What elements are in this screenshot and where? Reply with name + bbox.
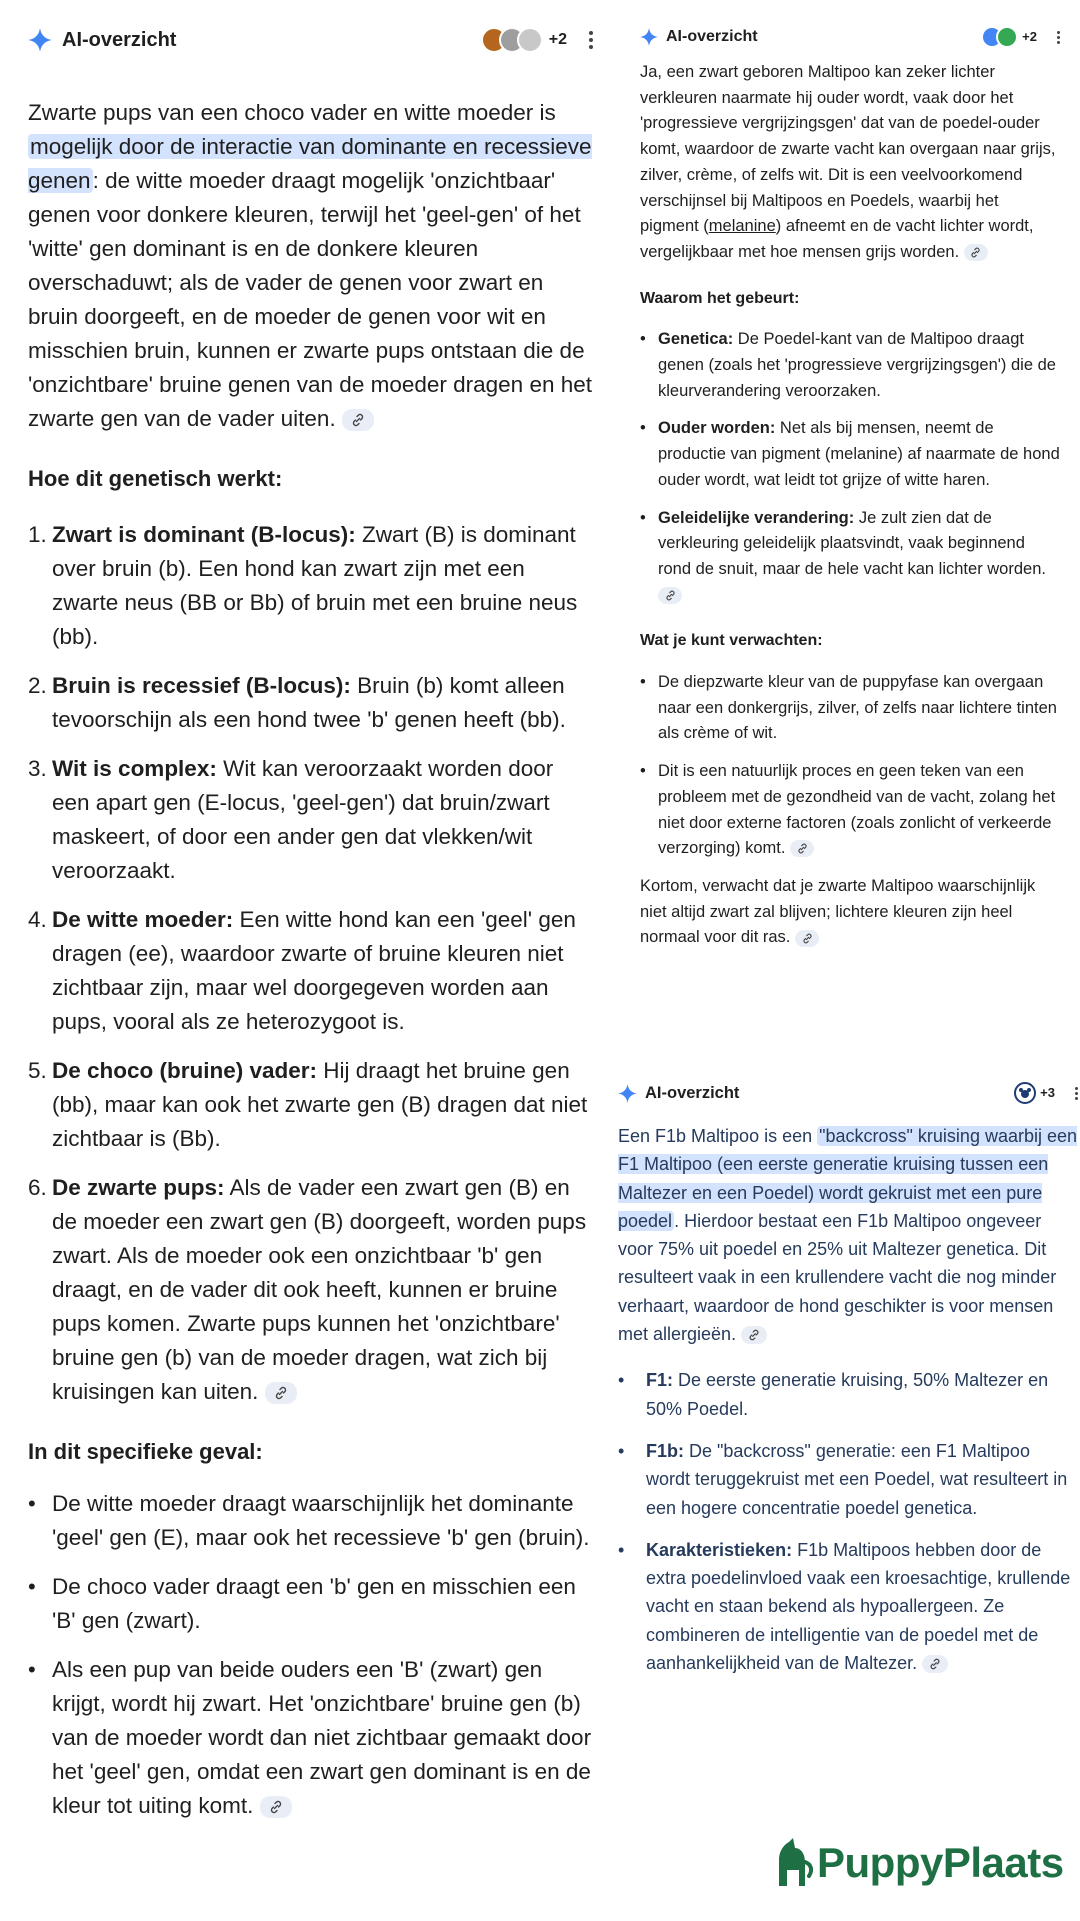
more-options-icon[interactable] bbox=[1057, 31, 1060, 44]
more-options-icon[interactable] bbox=[1075, 1087, 1078, 1100]
section-heading-expect: Wat je kunt verwachten: bbox=[640, 632, 823, 650]
list-item: 1. Zwart is dominant (B-locus): Zwart (B) is dominant over bruin (b). Een hond kan zwart zijn met een zwarte neus (BB or Bb) of bruin met een bruine neus (bb). bbox=[28, 522, 578, 649]
link-icon[interactable] bbox=[342, 409, 374, 431]
list-item: 4. De witte moeder: Een witte hond kan een 'geel' gen dragen (ee), waardoor zwarte of bruine kleuren niet zichtbaar zijn, maar wel doorgegeven worden aan pups, vooral als ze heterozygoot is. bbox=[28, 907, 576, 1034]
link-icon[interactable] bbox=[741, 1326, 767, 1344]
gemini-sparkle-icon bbox=[618, 1084, 637, 1103]
link-icon[interactable] bbox=[922, 1655, 948, 1673]
genetics-steps-list bbox=[28, 518, 593, 1409]
list-item: • Als een pup van beide ouders een 'B' (zwart) gen krijgt, wordt hij zwart. Het 'onzichtbare' bruine gen (b) van de moeder wordt dan niet zichtbaar gemaakt door het 'geel' gen, omdat een zwart gen dominant is en de kleur tot uiting komt. bbox=[28, 1657, 592, 1818]
sources-more-count[interactable]: +2 bbox=[1022, 29, 1037, 45]
link-icon[interactable] bbox=[964, 244, 988, 261]
section-heading-specific-case: In dit specifieke geval: bbox=[28, 1439, 263, 1464]
ai-overview-header bbox=[28, 24, 593, 56]
source-avatars[interactable] bbox=[1014, 1082, 1036, 1104]
list-item: 3. Wit is complex: Wit kan veroorzaakt worden door een apart gen (E-locus, 'geel-gen') dat bruin/zwart maskeert, of door een ander gen dat vlekken/wit veroorzaakt. bbox=[28, 756, 554, 883]
sources-more-count[interactable]: +2 bbox=[548, 31, 567, 48]
section-heading-genetics: Hoe dit genetisch werkt: bbox=[28, 466, 283, 491]
reasons-list bbox=[640, 327, 1060, 608]
gemini-sparkle-icon bbox=[640, 28, 658, 46]
list-item: • De diepzwarte kleur van de puppyfase kan overgaan naar een donkergrijs, zilver, of zelfs naar lichtere tinten als crème of wit. bbox=[640, 673, 1057, 743]
list-item: • F1b: De "backcross" generatie: een F1 Maltipoo wordt teruggekruist met een Poedel, wat resulteert in een hogere concentratie poedel genetica. bbox=[618, 1440, 1068, 1518]
ai-overview-title: AI-overzicht bbox=[645, 1083, 740, 1102]
sources-more-count[interactable]: +3 bbox=[1040, 1084, 1055, 1100]
link-icon[interactable] bbox=[658, 587, 682, 604]
list-item: • Genetica: De Poedel-kant van de Maltipoo draagt genen (zoals het 'progressieve vergrijzingsgen') die de kleurverandering veroorzaken. bbox=[640, 330, 1056, 400]
more-options-icon[interactable] bbox=[589, 31, 593, 49]
list-item: 5. De choco (bruine) vader: Hij draagt het bruine gen (bb), maar kan ook het zwarte gen (B) dragen dat niet zichtbaar is (Bb). bbox=[28, 1058, 588, 1151]
list-item: • Dit is een natuurlijk proces en geen teken van een probleem met de gezondheid van de vacht, zolang het niet door externe factoren (zoals zonlicht of verkeerde verzorging) komt. bbox=[640, 762, 1056, 858]
source-avatars[interactable] bbox=[489, 27, 543, 53]
dog-silhouette-icon bbox=[775, 1838, 813, 1888]
list-item: 6. De zwarte pups: Als de vader een zwart gen (B) en de moeder een zwart gen (B) doorgeeft, worden pups zwart. Als de moeder ook een onzichtbaar 'b' gen draagt, en de vader dit ook heeft, kunnen er bruine pups komen. Zwarte pups kunnen het 'onzichtbare' bruine gen (b) van de moeder dragen, wat zich bij kruisingen kan uiten. bbox=[28, 1175, 587, 1404]
ai-overview-title: AI-overzicht bbox=[62, 29, 177, 51]
section-heading-why: Waarom het gebeurt: bbox=[640, 289, 800, 307]
link-icon[interactable] bbox=[795, 930, 819, 947]
highlighted-answer: mogelijk door de interactie van dominante en recessieve genen bbox=[28, 134, 592, 193]
intro-paragraph: Een F1b Maltipoo is een "backcross" kruising waarbij een F1 Maltipoo (een eerste generatie kruising tussen een Maltezer en een Poedel) wordt gekruist met een pure poedel . Hierdoor bestaat een F1b Maltipoo ongeveer voor 75% uit poedel en 25% uit Maltezer genetica. Dit resulteert vaak in een krullendere vacht die nog minder verhaart, waardoor de hond geschikter is voor mensen met allergieën. bbox=[618, 1126, 1078, 1345]
ai-overview-left bbox=[28, 24, 593, 1838]
link-icon[interactable] bbox=[790, 840, 814, 857]
list-item: • De witte moeder draagt waarschijnlijk het dominante 'geel' gen (E), maar ook het recessieve 'b' gen (bruin). bbox=[28, 1491, 590, 1550]
source-avatar bbox=[996, 26, 1018, 48]
list-item: • Karakteristieken: F1b Maltipoos hebben door de extra poedelinvloed vaak een kroesachtige, krullende vacht en staan bekend als hypoallergeen. Ze combineren de intelligentie van de poedel met de aanhankelijkheid van de Maltezer. bbox=[618, 1539, 1071, 1674]
ai-overview-header bbox=[640, 26, 1060, 48]
melanine-link[interactable]: melanine bbox=[708, 217, 776, 236]
expectations-list bbox=[640, 670, 1060, 862]
source-avatar bbox=[517, 27, 543, 53]
intro-paragraph: Zwarte pups van een choco vader en witte moeder is mogelijk door de interactie van dominante en recessieve genen: de witte moeder draagt mogelijk 'onzichtbaar' genen voor donkere kleuren, terwijl het 'geel-gen' of het 'witte' gen dominant is en de donkere kleuren overschaduwt; als de vader de genen voor zwart en bruin doorgeeft, en de moeder de genen voor wit en misschien bruin, kunnen er zwarte pups ontstaan die de 'onzichtbare' bruine genen van de moeder dragen en het zwarte gen van de vader uiten. bbox=[28, 100, 592, 431]
gemini-sparkle-icon bbox=[28, 28, 52, 52]
logo-text: PuppyPlaats bbox=[817, 1839, 1064, 1886]
link-icon[interactable] bbox=[260, 1796, 292, 1818]
list-item: • De choco vader draagt een 'b' gen en misschien een 'B' gen (zwart). bbox=[28, 1574, 576, 1633]
specific-case-list bbox=[28, 1487, 593, 1823]
puppyplaats-logo bbox=[775, 1838, 1064, 1888]
dog-avatar-icon bbox=[1014, 1082, 1036, 1104]
ai-overview-bottom-right bbox=[618, 1080, 1078, 1691]
intro-paragraph: Ja, een zwart geboren Maltipoo kan zeker lichter verkleuren naarmate hij ouder wordt, vaak door het 'progressieve vergrijzingsgen' dat van de poedel-ouder komt, waardoor de zwarte vacht kan overgaan naar grijs, zilver, crème, of zelfs wit. Dit is een veelvoorkomend verschijnsel bij Maltipoos en Poedels, waarbij het pigment (melanine) afneemt en de vacht lichter wordt, vergelijkbaar met hoe mensen grijs worden. bbox=[640, 63, 1056, 261]
source-avatars[interactable] bbox=[988, 26, 1018, 48]
list-item: 2. Bruin is recessief (B-locus): Bruin (b) komt alleen tevoorschijn als een hond twee 'b' genen heeft (bb). bbox=[28, 673, 566, 732]
list-item: • Geleidelijke verandering: Je zult zien dat de verkleuring geleidelijk plaatsvindt, vaak beginnend rond de snuit, maar de hele vacht kan lichter worden. bbox=[640, 506, 1060, 609]
ai-overview-top-right bbox=[640, 26, 1060, 951]
list-item: • Ouder worden: Net als bij mensen, neemt de productie van pigment (melanine) af naarmate de hond ouder wordt, wat leidt tot grijze of witte haren. bbox=[640, 419, 1060, 489]
ai-overview-title: AI-overzicht bbox=[666, 28, 758, 46]
link-icon[interactable] bbox=[265, 1382, 297, 1404]
f1b-info-list bbox=[618, 1366, 1078, 1677]
highlighted-answer: "backcross" kruising waarbij een F1 Maltipoo (een eerste generatie kruising tussen een Maltezer en een Poedel) wordt gekruist met een pure poedel bbox=[618, 1126, 1078, 1231]
ai-overview-header bbox=[618, 1080, 1078, 1106]
list-item: • F1: De eerste generatie kruising, 50% Maltezer en 50% Poedel. bbox=[618, 1370, 1049, 1419]
summary-paragraph: Kortom, verwacht dat je zwarte Maltipoo waarschijnlijk niet altijd zwart zal blijven; lichtere kleuren zijn heel normaal voor dit ras. bbox=[640, 876, 1036, 947]
